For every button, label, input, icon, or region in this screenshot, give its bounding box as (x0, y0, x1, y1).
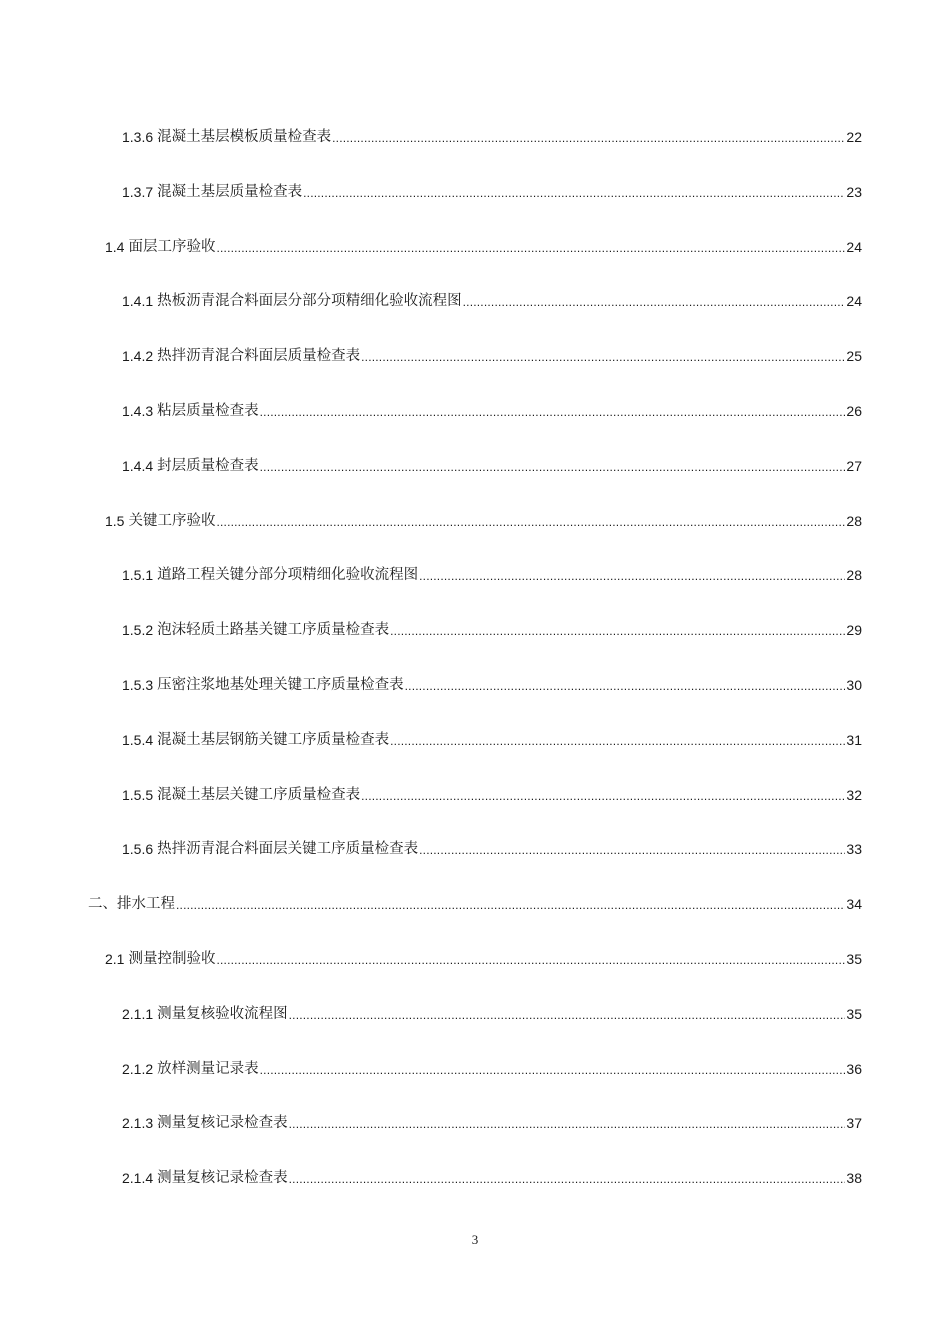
toc-entry-page-number: 37 (846, 1115, 862, 1131)
toc-entry-title: 封层质量检查表 (157, 458, 259, 474)
toc-entry[interactable] (122, 287, 862, 311)
toc-entry-number: 1.4.4 (122, 458, 154, 474)
toc-entry[interactable] (122, 835, 862, 859)
toc-entry-title: 道路工程关键分部分项精细化验收流程图 (157, 567, 419, 583)
toc-entry-number: 2.1.3 (122, 1115, 154, 1131)
toc-entry-page-number: 31 (846, 732, 862, 748)
toc-entry-number: 1.5.6 (122, 841, 154, 857)
toc-entry[interactable] (105, 507, 862, 531)
toc-entry-title: 混凝土基层关键工序质量检查表 (157, 787, 361, 803)
toc-entry-number: 1.3.7 (122, 184, 154, 200)
toc-dot-leader (361, 785, 845, 805)
toc-entry[interactable] (122, 1164, 862, 1188)
toc-entry-page-number: 28 (846, 567, 862, 583)
toc-entry-page-number: 38 (846, 1170, 862, 1186)
toc-entry-number: 2.1.1 (122, 1006, 154, 1022)
toc-entry[interactable] (122, 1000, 862, 1024)
toc-dot-leader (332, 127, 845, 147)
toc-dot-leader (303, 182, 845, 202)
toc-entry[interactable] (122, 616, 862, 640)
toc-entry-page-number: 27 (846, 458, 862, 474)
toc-entry-number: 2.1.4 (122, 1170, 154, 1186)
toc-entry[interactable] (88, 890, 862, 914)
toc-entry-number: 2.1.2 (122, 1061, 154, 1077)
toc-dot-leader (419, 565, 845, 585)
toc-entry-number: 1.4.3 (122, 403, 154, 419)
toc-entry-number: 1.4.1 (122, 293, 154, 309)
toc-entry-page-number: 24 (846, 293, 862, 309)
toc-entry-page-number: 28 (846, 513, 862, 529)
toc-dot-leader (260, 1059, 846, 1079)
toc-entry[interactable] (122, 342, 862, 366)
toc-entry-number: 1.5.3 (122, 677, 154, 693)
toc-entry-title: 测量复核记录检查表 (157, 1170, 288, 1186)
toc-dot-leader (419, 839, 845, 859)
toc-entry-title: 二、排水工程 (88, 896, 175, 912)
toc-entry-page-number: 35 (846, 951, 862, 967)
toc-entry[interactable] (122, 123, 862, 147)
toc-entry-page-number: 29 (846, 622, 862, 638)
toc-entry-number: 1.5 (105, 513, 125, 529)
toc-entry[interactable] (122, 452, 862, 476)
toc-entry[interactable] (105, 945, 862, 969)
toc-entry-number: 2.1 (105, 951, 125, 967)
toc-entry-title: 热板沥青混合料面层分部分项精细化验收流程图 (157, 293, 462, 309)
toc-entry[interactable] (122, 781, 862, 805)
toc-entry-page-number: 26 (846, 403, 862, 419)
toc-entry-title: 测量控制验收 (128, 951, 216, 967)
toc-entry-title: 混凝土基层质量检查表 (157, 184, 303, 200)
toc-entry[interactable] (122, 1055, 862, 1079)
toc-entry-page-number: 33 (846, 841, 862, 857)
toc-entry-page-number: 30 (846, 677, 862, 693)
toc-entry-number: 1.4.2 (122, 348, 154, 364)
toc-entry[interactable] (122, 726, 862, 750)
toc-entry-title: 测量复核验收流程图 (157, 1006, 288, 1022)
toc-entry-page-number: 34 (846, 896, 862, 912)
toc-dot-leader (405, 675, 846, 695)
toc-dot-leader (289, 1168, 846, 1188)
toc-entry[interactable] (122, 1109, 862, 1133)
toc-entry-title: 混凝土基层钢筋关键工序质量检查表 (157, 732, 390, 748)
toc-entry[interactable] (122, 561, 862, 585)
toc-dot-leader (176, 894, 845, 914)
toc-dot-leader (463, 291, 846, 311)
toc-dot-leader (216, 237, 845, 257)
toc-dot-leader (390, 730, 845, 750)
toc-entry-page-number: 24 (846, 239, 862, 255)
toc-entry-number: 1.5.2 (122, 622, 154, 638)
toc-dot-leader (216, 511, 845, 531)
toc-entry-title: 放样测量记录表 (157, 1061, 259, 1077)
toc-entry-title: 测量复核记录检查表 (157, 1115, 288, 1131)
toc-entry-page-number: 36 (846, 1061, 862, 1077)
toc-dot-leader (390, 620, 845, 640)
toc-entry-title: 热拌沥青混合料面层关键工序质量检查表 (157, 841, 419, 857)
page-number: 3 (471, 1232, 479, 1247)
toc-dot-leader (289, 1113, 846, 1133)
toc-entry-number: 1.4 (105, 239, 125, 255)
toc-entry-title: 面层工序验收 (128, 239, 216, 255)
toc-dot-leader (260, 401, 846, 421)
toc-entry-page-number: 25 (846, 348, 862, 364)
toc-entry-page-number: 35 (846, 1006, 862, 1022)
toc-entry-page-number: 32 (846, 787, 862, 803)
toc-entry-title: 混凝土基层模板质量检查表 (157, 129, 332, 145)
toc-entry-number: 1.5.1 (122, 567, 154, 583)
toc-entry[interactable] (105, 233, 862, 257)
toc-entry-title: 关键工序验收 (128, 513, 216, 529)
toc-dot-leader (260, 456, 846, 476)
toc-dot-leader (216, 949, 845, 969)
toc-entry[interactable] (122, 671, 862, 695)
toc-entry-number: 1.5.5 (122, 787, 154, 803)
toc-entry-page-number: 23 (846, 184, 862, 200)
toc-entry-number: 1.5.4 (122, 732, 154, 748)
toc-entry[interactable] (122, 178, 862, 202)
toc-entry-number: 1.3.6 (122, 129, 154, 145)
toc-entry-title: 泡沫轻质土路基关键工序质量检查表 (157, 622, 390, 638)
toc-entry-title: 热拌沥青混合料面层质量检查表 (157, 348, 361, 364)
toc-entry[interactable] (122, 397, 862, 421)
toc-entry-title: 粘层质量检查表 (157, 403, 259, 419)
toc-dot-leader (361, 346, 845, 366)
toc-dot-leader (289, 1004, 846, 1024)
toc-entry-title: 压密注浆地基处理关键工序质量检查表 (157, 677, 404, 693)
toc-entry-page-number: 22 (846, 129, 862, 145)
